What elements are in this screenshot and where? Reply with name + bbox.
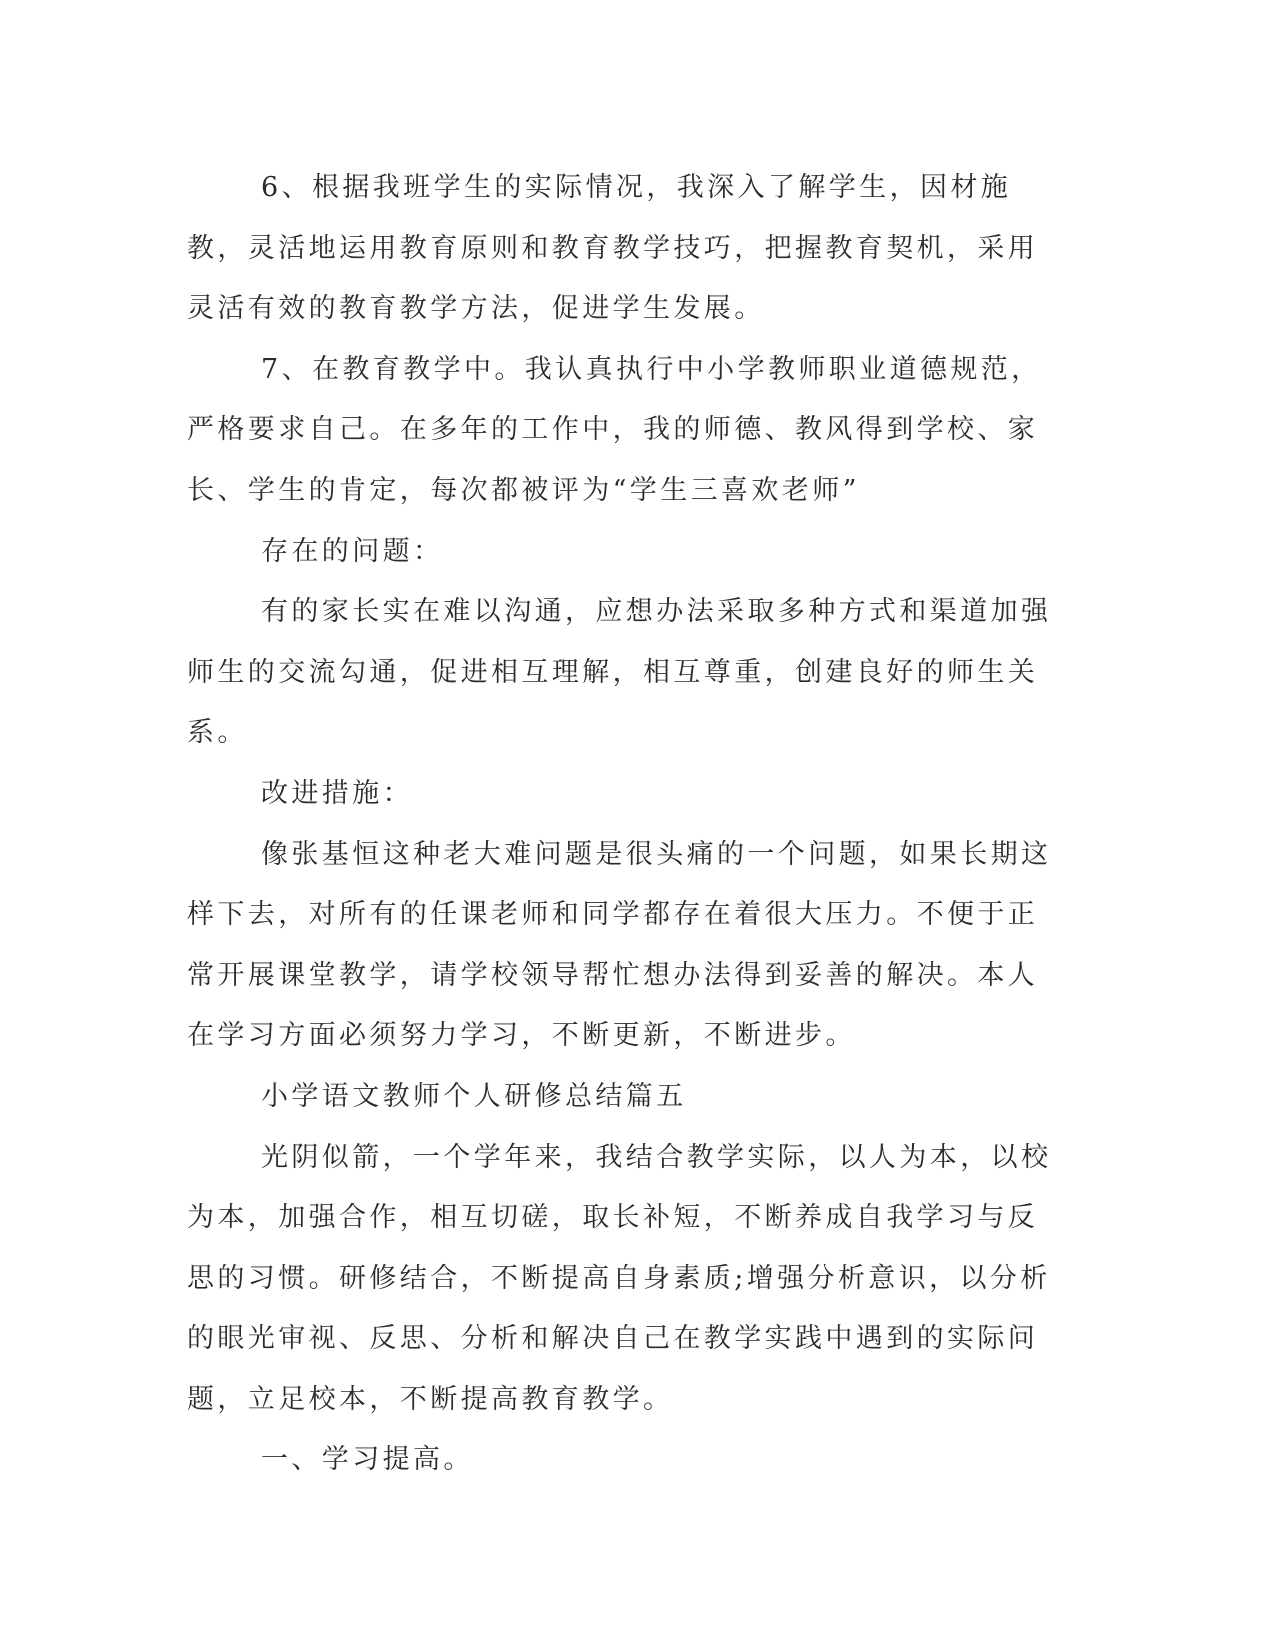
document-body bbox=[187, 158, 1067, 1491]
article-title: 小学语文教师个人研修总结篇五 bbox=[261, 1080, 687, 1112]
section-heading-study: 一、学习提高。 bbox=[261, 1444, 474, 1476]
section-heading-improvements: 改进措施： bbox=[261, 777, 413, 809]
paragraph-item-7: 7、在教育教学中。我认真执行中小学教师职业道德规范，严格要求自己。在多年的工作中，我的师德、教风得到学校、家长、学生的肯定，每次都被评为“学生三喜欢老师” bbox=[187, 353, 1042, 506]
paragraph-improvements: 像张基恒这种老大难问题是很头痛的一个问题，如果长期这样下去，对所有的任课老师和同学都存在着很大压力。不便于正常开展课堂教学，请学校领导帮忙想办法得到妥善的解决。本人在学习方面必须努力学习，不断更新，不断进步。 bbox=[187, 838, 1052, 1052]
section-heading-problems: 存在的问题： bbox=[261, 535, 444, 567]
paragraph-intro: 光阴似箭，一个学年来，我结合教学实际，以人为本，以校为本，加强合作，相互切磋，取长补短，不断养成自我学习与反思的习惯。研修结合，不断提高自身素质;增强分析意识，以分析的眼光审视、反思、分析和解决自己在教学实践中遇到的实际问题，立足校本，不断提高教育教学。 bbox=[187, 1141, 1052, 1415]
paragraph-item-6: 6、根据我班学生的实际情况，我深入了解学生，因材施教，灵活地运用教育原则和教育教学技巧，把握教育契机，采用灵活有效的教育教学方法，促进学生发展。 bbox=[187, 172, 1039, 325]
paragraph-problems: 有的家长实在难以沟通，应想办法采取多种方式和渠道加强师生的交流勾通，促进相互理解，相互尊重，创建良好的师生关系。 bbox=[187, 596, 1052, 749]
